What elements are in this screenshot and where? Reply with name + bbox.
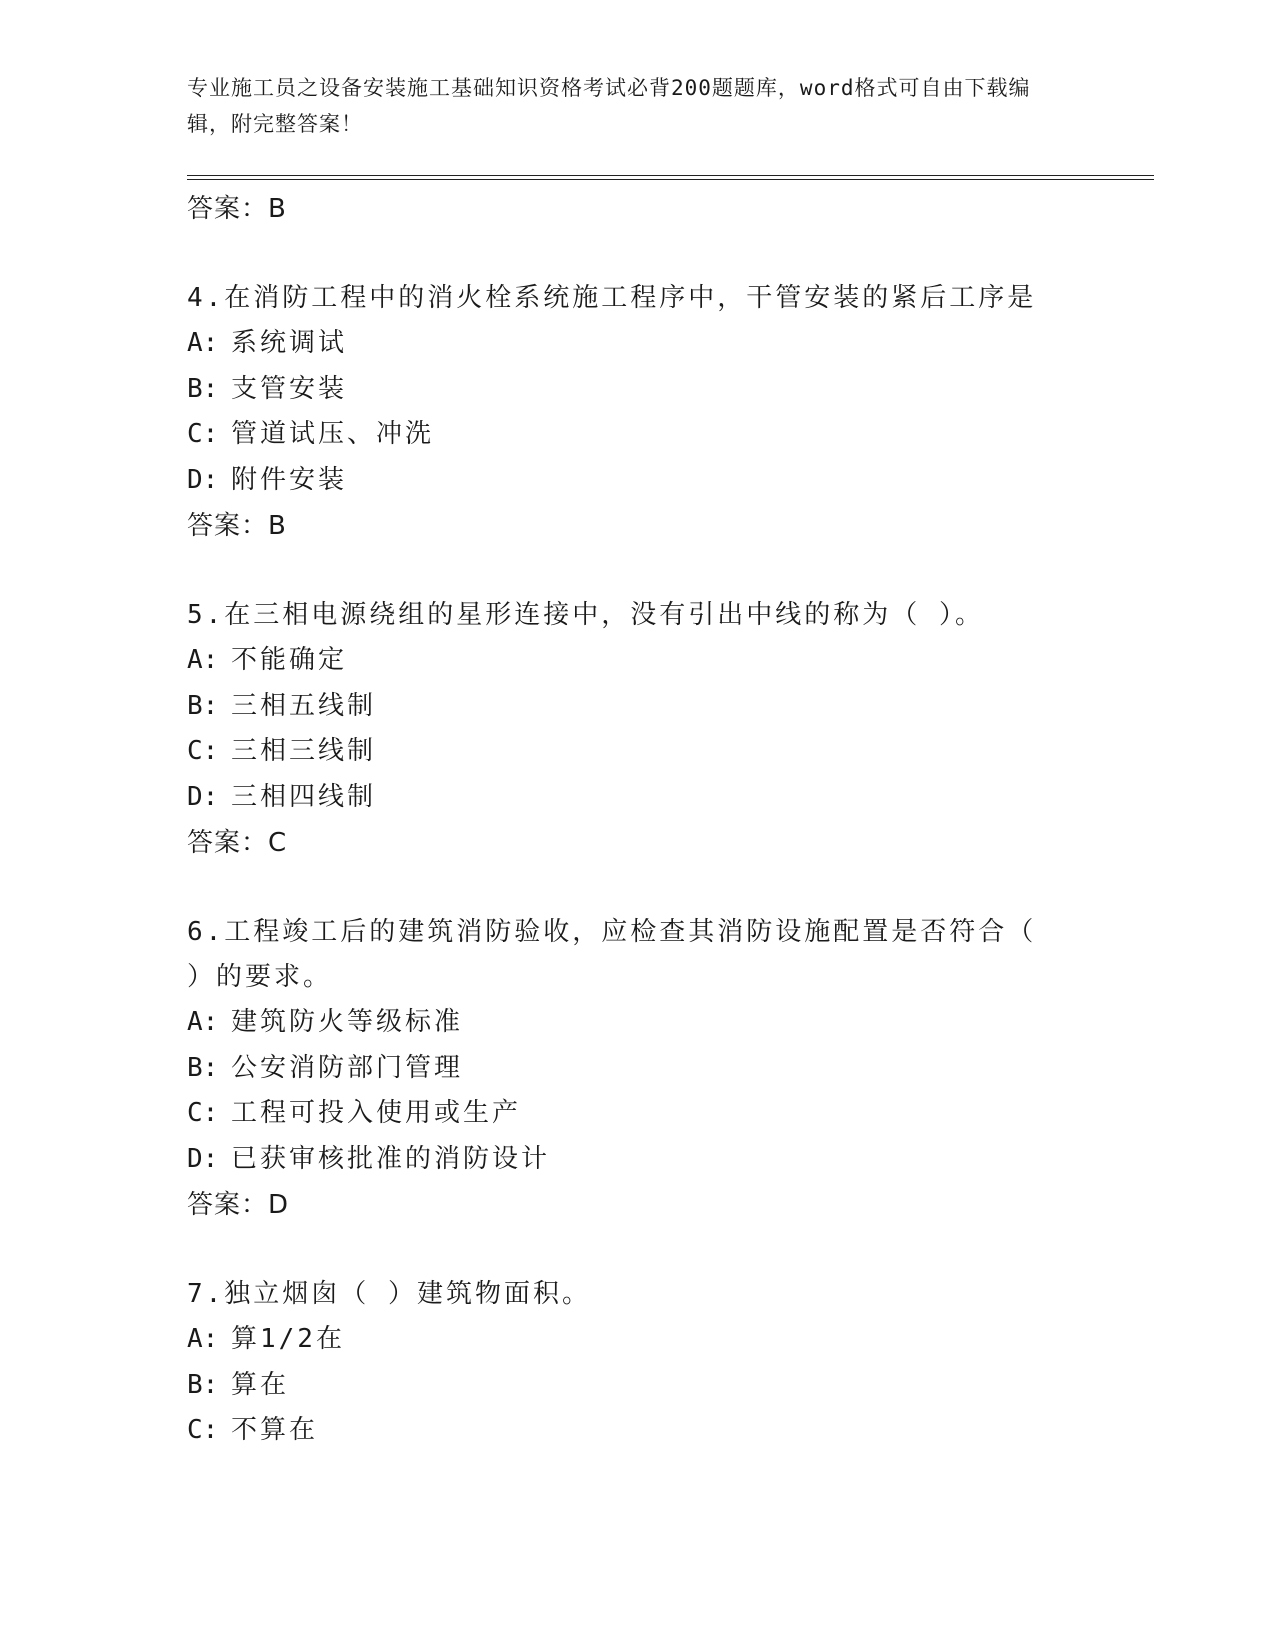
option-a — [187, 638, 1067, 684]
header-divider — [187, 175, 1154, 180]
answer-text: 答案：C — [187, 828, 288, 858]
option-label: B: — [187, 373, 219, 404]
spacer — [187, 232, 1067, 276]
question-text: 5.在三相电源绕组的星形连接中，没有引出中线的称为（ ）。 — [187, 600, 984, 630]
option-b — [187, 367, 1067, 413]
option-text: 三相三线制 — [231, 736, 377, 766]
option-label: A: — [187, 1007, 219, 1037]
option-text: 三相五线制 — [231, 690, 377, 721]
option-label: D: — [187, 464, 219, 495]
question-text: 4.在消防工程中的消火栓系统施工程序中，干管安装的紧后工序是 — [187, 283, 1037, 313]
option-text: 算在 — [231, 1369, 290, 1400]
option-label: D: — [187, 1143, 219, 1174]
option-label: C: — [187, 736, 219, 766]
option-d — [187, 775, 1067, 821]
option-text: 三相四线制 — [231, 781, 377, 812]
option-a — [187, 1000, 1067, 1046]
option-label: B: — [187, 1369, 219, 1400]
option-text: 公安消防部门管理 — [231, 1052, 464, 1083]
option-label: A: — [187, 645, 219, 675]
option-label: A: — [187, 1324, 219, 1354]
option-b — [187, 1363, 1067, 1409]
option-label: B: — [187, 1052, 219, 1083]
option-text: 已获审核批准的消防设计 — [231, 1143, 551, 1174]
option-a — [187, 321, 1067, 367]
answer-text: 答案：B — [187, 511, 287, 541]
option-text: 附件安装 — [231, 464, 348, 495]
option-label: C: — [187, 1415, 219, 1445]
option-c — [187, 1091, 1067, 1137]
option-label: C: — [187, 419, 219, 449]
question-list — [187, 186, 1067, 1454]
option-b — [187, 1046, 1067, 1092]
option-text: 不算在 — [231, 1415, 319, 1445]
option-c — [187, 1408, 1067, 1454]
option-d — [187, 458, 1067, 504]
option-label: B: — [187, 690, 219, 721]
question-text: 7.独立烟囱（ ）建筑物面积。 — [187, 1279, 591, 1309]
option-text: 系统调试 — [231, 328, 348, 358]
answer-text: 答案：D — [187, 1190, 290, 1220]
option-b — [187, 684, 1067, 730]
question-block — [187, 276, 1067, 549]
question-text: 6.工程竣工后的建筑消防验收，应检查其消防设施配置是否符合（ ）的要求。 — [187, 917, 1037, 992]
option-c — [187, 729, 1067, 775]
option-text: 支管安装 — [231, 373, 348, 404]
spacer — [187, 1228, 1067, 1272]
option-text: 管道试压、冲洗 — [231, 419, 435, 449]
answer-text: 答案：B — [187, 194, 287, 224]
option-c — [187, 412, 1067, 458]
document-header: 专业施工员之设备安装施工基础知识资格考试必背200题题库，word格式可自由下载编辑，附完整答案！ — [187, 76, 1031, 136]
option-text: 建筑防火等级标准 — [231, 1007, 464, 1037]
question-block — [187, 1272, 1067, 1454]
option-label: A: — [187, 328, 219, 358]
spacer — [187, 866, 1067, 910]
option-label: D: — [187, 781, 219, 812]
option-text: 工程可投入使用或生产 — [231, 1098, 522, 1128]
spacer — [187, 549, 1067, 593]
option-d — [187, 1137, 1067, 1183]
question-block — [187, 910, 1067, 1228]
option-text: 不能确定 — [231, 645, 348, 675]
question-block — [187, 593, 1067, 866]
option-label: C: — [187, 1098, 219, 1128]
option-a — [187, 1317, 1067, 1363]
option-text: 算1/2在 — [231, 1324, 345, 1354]
